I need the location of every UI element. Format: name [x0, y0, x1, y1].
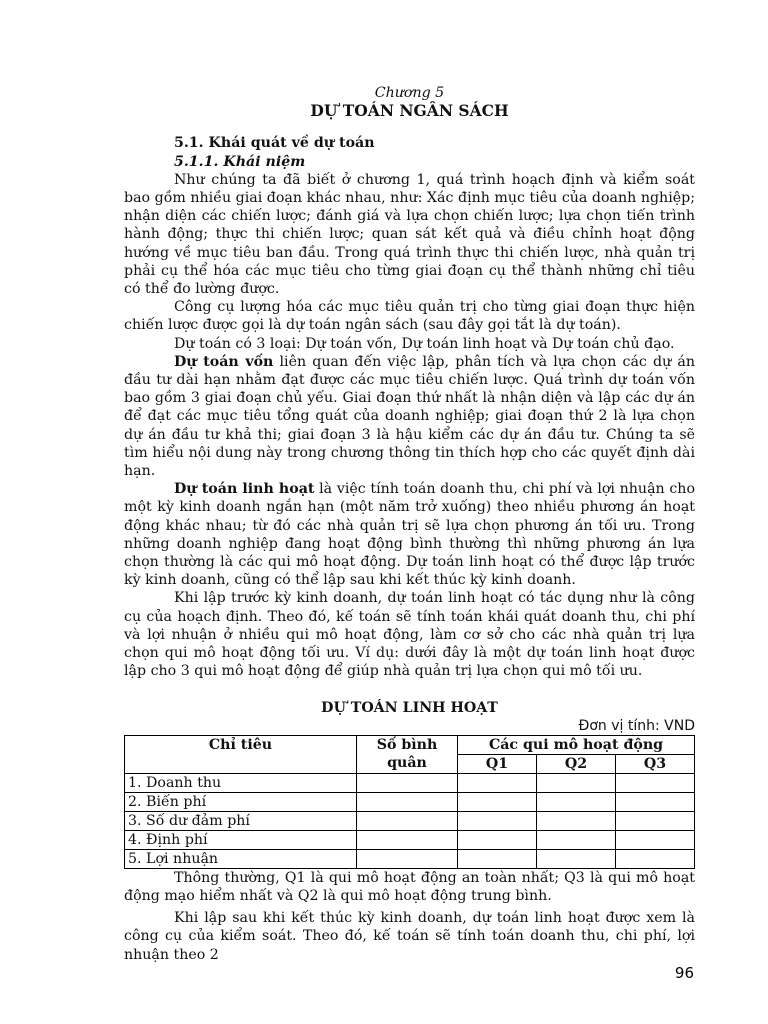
page-number: 96 — [674, 964, 694, 982]
section-heading: 5.1. Khái quát về dự toán — [174, 135, 375, 152]
header-q2: Q2 — [537, 754, 616, 773]
table-row: 3. Số dư đảm phí — [125, 811, 695, 830]
table-title: DỰ TOÁN LINH HOẠT — [321, 699, 498, 716]
paragraph-capital-budget: Dự toán vốn liên quan đến việc lập, phân tích và lựa chọn các dự án đầu tư dài hạn nhằm đạt được các mục tiêu chiến lược. Quá trình dự toán vốn bao gồm 3 giai đoạn chủ yếu. Giai đoạn thứ nhất là nhận diện và lập các dự án để đạt các mục tiêu tổng quát của doanh nghiệp; giai đoạn thứ 2 là lựa chọn dự án đầu tư khả thi; giai đoạn 3 là hậu kiểm các dự án đầu tư. Chúng ta sẽ tìm hiểu nội dung này trong chương thông tin thích hợp cho các quyết định dài hạn. — [124, 353, 696, 480]
paragraph: Công cụ lượng hóa các mục tiêu quản trị cho từng giai đoạn thực hiện chiến lược được gọi là dự toán ngân sách (sau đây gọi tắt là dự toán). — [124, 299, 695, 334]
header-chi-tieu: Chỉ tiêu — [125, 735, 357, 773]
paragraph: Thông thường, Q1 là qui mô hoạt động an toàn nhất; Q3 là qui mô hoạt động mạo hiểm nhất và Q2 là qui mô hoạt động trung bình. — [124, 869, 695, 904]
table-row: 1. Doanh thu — [125, 773, 695, 792]
header-qui-mo: Các qui mô hoạt động — [458, 735, 695, 754]
chapter-title: DỰ TOÁN NGÂN SÁCH — [310, 101, 509, 121]
paragraph: Khi lập trước kỳ kinh doanh, dự toán linh hoạt có tác dụng như là công cụ của hoạch định. Theo đó, kế toán sẽ tính toán khái quát doanh thu, chi phí và lợi nhuận ở nhiều qui mô hoạt động, làm cơ sở cho các nhà quản trị lựa chọn qui mô hoạt động tối ưu. Ví dụ: dưới đây là một dự toán linh hoạt được lập cho 3 qui mô hoạt động để giúp nhà quản trị lựa chọn qui mô tối ưu. — [124, 590, 695, 680]
table-row: 5. Lợi nhuận — [125, 849, 695, 868]
paragraph: Như chúng ta đã biết ở chương 1, quá trình hoạch định và kiểm soát bao gồm nhiều giai đoạn khác nhau, như: Xác định mục tiêu của doanh nghiệp; nhận diện các chiến lược; đánh giá và lựa chọn chiến lược; lựa chọn tiến trình hành động; thực thi chiến lược; quan sát kết quả và điều chỉnh hoạt động hướng về mục tiêu ban đầu. Trong quá trình thực thi chiến lược, nhà quản trị phải cụ thể hóa các mục tiêu cho từng giai đoạn cụ thể thành những chỉ tiêu có thể đo lường được. — [124, 171, 695, 298]
paragraph: Khi lập sau khi kết thúc kỳ kinh doanh, dự toán linh hoạt được xem là công cụ của kiểm soát. Theo đó, kế toán sẽ tính toán doanh thu, chi phí, lợi nhuận theo 2 — [124, 910, 695, 963]
header-so-binh-quan: Số bình quân — [357, 735, 458, 773]
table-row: 2. Biến phí — [125, 792, 695, 811]
header-q1: Q1 — [458, 754, 537, 773]
paragraph: Dự toán có 3 loại: Dự toán vốn, Dự toán linh hoạt và Dự toán chủ đạo. — [174, 335, 675, 352]
unit-label: Đơn vị tính: VND — [578, 717, 695, 734]
header-q3: Q3 — [616, 754, 695, 773]
page-content — [124, 84, 695, 964]
flexible-budget-table — [124, 735, 695, 869]
paragraph-flexible-budget: Dự toán linh hoạt là việc tính toán doanh thu, chi phí và lợi nhuận cho một kỳ kinh doanh ngắn hạn (một năm trở xuống) theo nhiều phương án hoạt động khác nhau; từ đó các nhà quản trị sẽ lựa chọn phương án tối ưu. Trong những doanh nghiệp đang hoạt động bình thường thì những phương án lựa chọn thường là các qui mô hoạt động. Dự toán linh hoạt có thể được lập trước kỳ kinh doanh, cũng có thể lập sau khi kết thúc kỳ kinh doanh. — [124, 481, 695, 589]
subsection-heading: 5.1.1. Khái niệm — [174, 153, 306, 170]
chapter-label: Chương 5 — [374, 85, 445, 101]
table-row: 4. Định phí — [125, 830, 695, 849]
